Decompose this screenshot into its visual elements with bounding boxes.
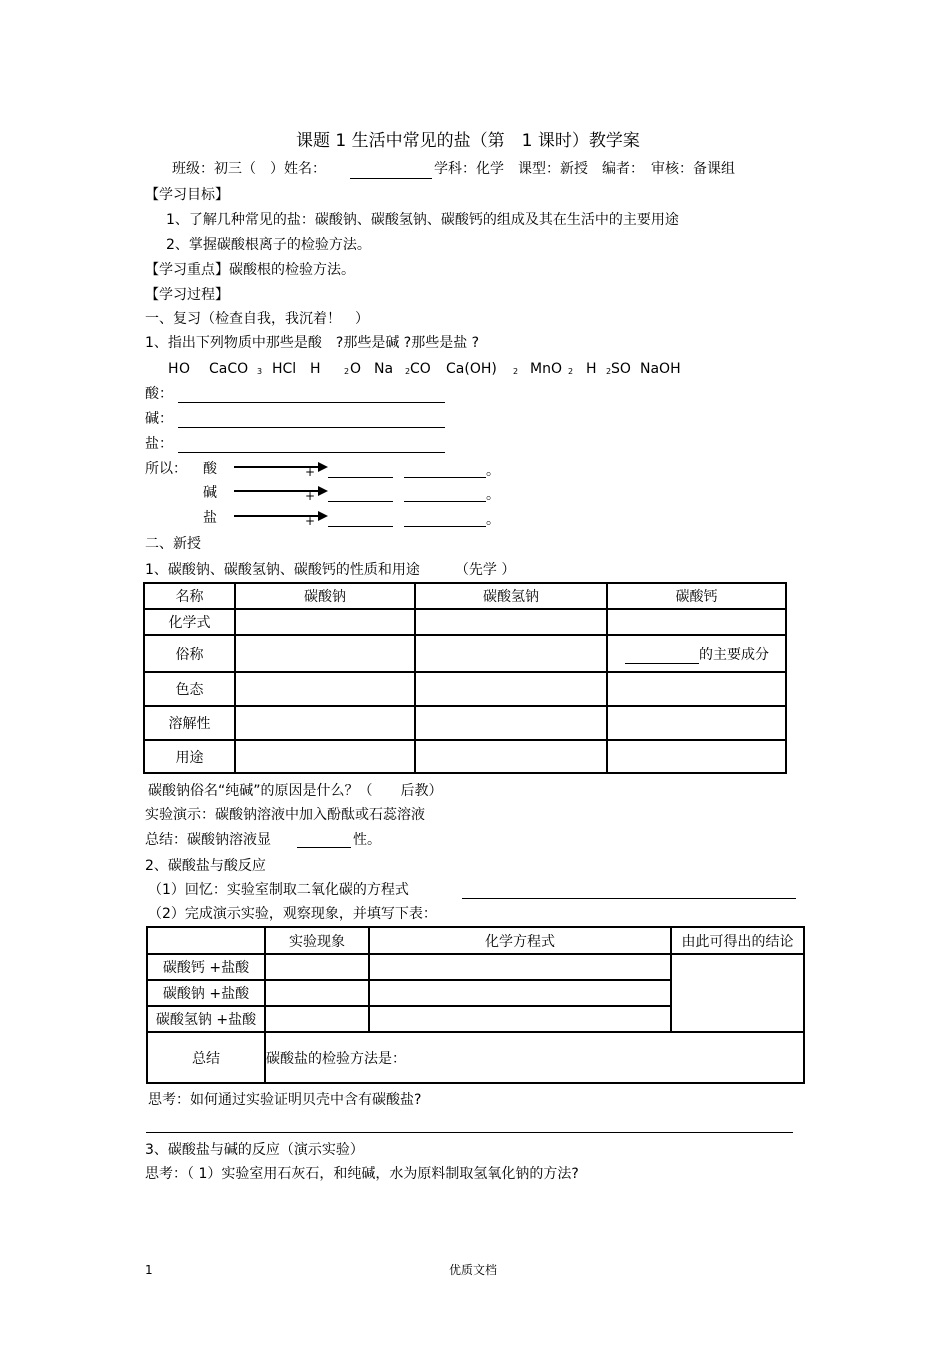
base-label: 碱： (145, 411, 173, 427)
so-acid: 酸 (203, 461, 217, 477)
substance-naoh: NaOH (640, 361, 681, 377)
table-cell[interactable] (235, 609, 415, 635)
summary-prefix: 总结：碳酸钠溶液显 (145, 832, 271, 848)
table-header: 碳酸钠 (235, 583, 415, 609)
row-label: 碳酸钙 +盐酸 (147, 954, 265, 980)
name-blank (350, 178, 432, 179)
row-label: 碳酸钠 +盐酸 (147, 980, 265, 1006)
substance-na2co3-na: Na (374, 361, 394, 377)
substance-na2co3-co: CO (410, 361, 431, 377)
goal-2: 2、掌握碳酸根离子的检验方法。 (166, 237, 371, 253)
table-cell[interactable] (369, 980, 671, 1006)
substance-h2so4-sub: 2 (606, 367, 612, 376)
page-number: 1 (145, 1263, 153, 1277)
period: 。 (486, 512, 500, 528)
plus-sign: + (305, 489, 316, 503)
table-header: 实验现象 (265, 927, 369, 954)
class-info-label: 班级：初三（ ）姓名： (172, 161, 326, 177)
recall-text: （1）回忆：实验室制取二氧化碳的方程式 (148, 882, 409, 898)
table-header: 碳酸氢钠 (415, 583, 607, 609)
substance-na2co3-sub: 2 (405, 367, 411, 376)
table-cell[interactable] (415, 609, 607, 635)
table-cell[interactable] (265, 1006, 369, 1032)
think-1: 思考：如何通过实验证明贝壳中含有碳酸盐? (148, 1092, 422, 1108)
substance-caoh2: Ca(OH) (446, 361, 497, 377)
table-cell[interactable] (415, 672, 607, 706)
period: 。 (486, 463, 500, 479)
row-label: 化学式 (144, 609, 235, 635)
table-cell[interactable] (265, 980, 369, 1006)
base-blank[interactable] (178, 427, 445, 428)
row-label: 俗称 (144, 635, 235, 672)
table-header: 碳酸钙 (607, 583, 786, 609)
soda-question: 碳酸钠俗名“纯碱”的原因是什么？（ 后教） (148, 783, 443, 799)
subject-info-label: 学科：化学 课型：新授 编者： 审核：备课组 (434, 161, 735, 177)
so-base: 碱 (203, 485, 217, 501)
table-cell[interactable] (607, 609, 786, 635)
goals-heading: 【学习目标】 (145, 187, 229, 203)
acid-part1-blank[interactable] (328, 477, 393, 478)
table-cell[interactable] (607, 706, 786, 740)
calcium-note: 的主要成分 (699, 646, 769, 663)
summary-text: 碳酸盐的检验方法是： (266, 1050, 406, 1067)
salt-label: 盐： (145, 436, 173, 452)
salt-part1-blank[interactable] (328, 526, 393, 527)
table-cell[interactable] (369, 954, 671, 980)
row-label: 用途 (144, 740, 235, 773)
so-salt: 盐 (203, 510, 217, 526)
acid-part2-blank[interactable] (404, 477, 486, 478)
table-cell[interactable] (235, 740, 415, 773)
reaction-table (146, 926, 805, 1084)
period: 。 (486, 487, 500, 503)
summary-cell[interactable] (265, 1032, 804, 1083)
substance-h2o2-o: O (350, 361, 362, 377)
row-label: 溶解性 (144, 706, 235, 740)
process-heading: 【学习过程】 (145, 287, 229, 303)
new-heading: 二、新授 (145, 536, 201, 552)
complete-text: （2）完成演示实验，观察现象，并填写下表： (148, 906, 437, 922)
substance-h2so4-h: H (586, 361, 597, 377)
row-label: 碳酸氢钠 +盐酸 (147, 1006, 265, 1032)
substance-h2o-h: H (168, 361, 179, 377)
calcium-blank[interactable] (625, 649, 699, 664)
salt-part2-blank[interactable] (404, 526, 486, 527)
review-question-1: 1、指出下列物质中那些是酸 ?那些是碱 ?那些是盐 ? (145, 335, 480, 351)
substance-mno2: MnO (530, 361, 562, 377)
so-label: 所以： (145, 461, 187, 477)
goal-1: 1、了解几种常见的盐：碳酸钠、碳酸氢钠、碳酸钙的组成及其在生活中的主要用途 (166, 212, 679, 228)
table-cell[interactable] (415, 635, 607, 672)
section-3-heading: 3、碳酸盐与碱的反应（演示实验） (145, 1142, 364, 1158)
substance-caco3-sub: 3 (257, 367, 263, 376)
substance-h2o2-sub: 2 (344, 367, 350, 376)
table-cell[interactable] (607, 740, 786, 773)
table-header: 名称 (144, 583, 235, 609)
think-2: 思考：（ 1）实验室用石灰石，和纯碱，水为原料制取氢氧化钠的方法? (145, 1166, 579, 1182)
conclusion-cell[interactable] (671, 954, 804, 1032)
table-header (147, 927, 265, 954)
table-cell[interactable] (607, 635, 786, 672)
table-cell[interactable] (235, 706, 415, 740)
footer-text: 优质文档 (449, 1263, 498, 1277)
table-header: 化学方程式 (369, 927, 671, 954)
table-cell[interactable] (369, 1006, 671, 1032)
base-part1-blank[interactable] (328, 501, 393, 502)
properties-table (143, 582, 787, 774)
substance-h2o2-h: H (310, 361, 321, 377)
table-cell[interactable] (265, 954, 369, 980)
summary-suffix: 性。 (353, 832, 381, 848)
substance-caoh2-sub: 2 (513, 367, 519, 376)
recall-blank[interactable] (462, 898, 796, 899)
table-cell[interactable] (235, 672, 415, 706)
review-heading: 一、复习（检查自我，我沉着！ ） (145, 311, 369, 327)
acid-blank[interactable] (178, 402, 445, 403)
plus-sign: + (305, 465, 316, 479)
key-point: 【学习重点】碳酸根的检验方法。 (145, 262, 355, 278)
summary-blank[interactable] (297, 847, 351, 848)
substance-h2so4-so: SO (611, 361, 631, 377)
table-cell[interactable] (415, 740, 607, 773)
substance-h2o-o: O (179, 361, 191, 377)
base-part2-blank[interactable] (404, 501, 486, 502)
page-title: 课题 1 生活中常见的盐（第 1 课时）教学案 (296, 131, 640, 151)
table-header: 由此可得出的结论 (671, 927, 804, 954)
substance-caco3: CaCO (209, 361, 249, 377)
section-2-heading: 2、碳酸盐与酸反应 (145, 858, 266, 874)
acid-label: 酸： (145, 386, 173, 402)
row-label: 色态 (144, 672, 235, 706)
summary-label: 总结 (147, 1032, 265, 1083)
think-1-blank[interactable] (146, 1132, 793, 1133)
table-cell[interactable] (415, 706, 607, 740)
salt-blank[interactable] (178, 452, 445, 453)
new-question-1: 1、碳酸钠、碳酸氢钠、碳酸钙的性质和用途 （先学 ） (145, 562, 516, 578)
table-cell[interactable] (607, 672, 786, 706)
demo-text: 实验演示：碳酸钠溶液中加入酚酞或石蕊溶液 (145, 807, 425, 823)
table-cell[interactable] (235, 635, 415, 672)
substance-mno2-sub: 2 (568, 367, 574, 376)
substance-hcl: HCl (272, 361, 297, 377)
plus-sign: + (305, 514, 316, 528)
